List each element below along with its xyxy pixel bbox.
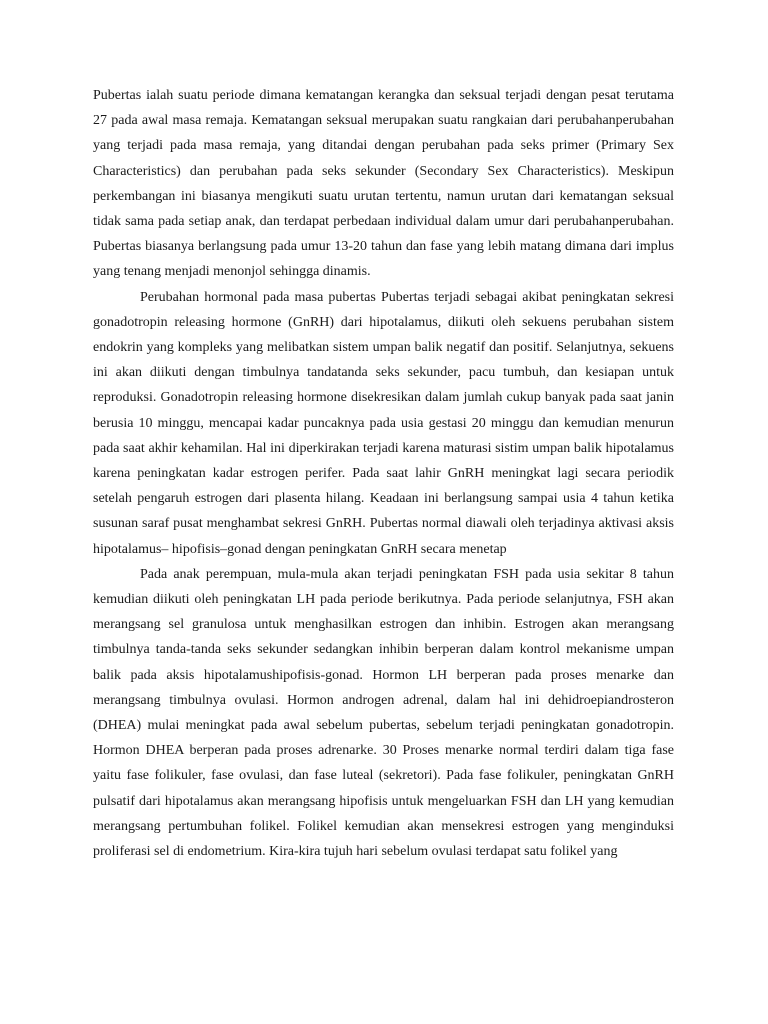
paragraph-girls-hormones: Pada anak perempuan, mula-mula akan terjadi peningkatan FSH pada usia sekitar 8 tahun kemudian diikuti oleh peningkatan LH pada periode berikutnya. Pada periode selanjutnya, FSH akan merangsang sel granulosa untuk menghasilkan estrogen dan inhibin. Estrogen akan merangsang timbulnya tanda-tanda seks sekunder sedangkan inhibin berperan dalam kontrol mekanisme umpan balik pada aksis hipotalamushipofisis-gonad. Hormon LH berperan pada proses menarke dan merangsang timbulnya ovulasi. Hormon androgen adrenal, dalam hal ini dehidroepiandrosteron (DHEA) mulai meningkat pada awal sebelum pubertas, sebelum terjadi peningkatan gonadotropin. Hormon DHEA berperan pada proses adrenarke. 30 Proses menarke normal terdiri dalam tiga fase yaitu fase folikuler, fase ovulasi, dan fase luteal (sekretori). Pada fase folikuler, peningkatan GnRH pulsatif dari hipotalamus akan merangsang hipofisis untuk mengeluarkan FSH dan LH yang kemudian merangsang pertumbuhan folikel. Folikel kemudian akan mensekresi estrogen yang menginduksi proliferasi sel di endometrium. Kira-kira tujuh hari sebelum ovulasi terdapat satu folikel yang [93,566,674,860]
paragraph-puberty-definition: Pubertas ialah suatu periode dimana kematangan kerangka dan seksual terjadi dengan pesat terutama 27 pada awal masa remaja. Kematangan seksual merupakan suatu rangkaian dari perubahanperubahan yang terjadi pada masa remaja, yang ditandai dengan perubahan pada seks primer (Primary Sex Characteristics) dan perubahan pada seks sekunder (Secondary Sex Characteristics). Meskipun perkembangan ini biasanya mengikuti suatu urutan tertentu, namun urutan dari kematangan seksual tidak sama pada setiap anak, dan terdapat perbedaan individual dalam umur dari perubahanperubahan. Pubertas biasanya berlangsung pada umur 13-20 tahun dan fase yang lebih matang dimana dari implus yang tenang menjadi menonjol sehingga dinamis. [93,88,674,280]
paragraph-hormonal-changes: Perubahan hormonal pada masa pubertas Pubertas terjadi sebagai akibat peningkatan sekresi gonadotropin releasing hormone (GnRH) dari hipotalamus, diikuti oleh sekuens perubahan sistem endokrin yang kompleks yang melibatkan sistem umpan balik negatif dan positif. Selanjutnya, sekuens ini akan diikuti dengan timbulnya tandatanda seks sekunder, pacu tumbuh, dan kesiapan untuk reproduksi. Gonadotropin releasing hormone disekresikan dalam jumlah cukup banyak pada saat janin berusia 10 minggu, mencapai kadar puncaknya pada usia gestasi 20 minggu dan kemudian menurun pada saat akhir kehamilan. Hal ini diperkirakan terjadi karena maturasi sistim umpan balik hipotalamus karena peningkatan kadar estrogen perifer. Pada saat lahir GnRH meningkat lagi secara periodik setelah pengaruh estrogen dari plasenta hilang. Keadaan ini berlangsung sampai usia 4 tahun ketika susunan saraf pusat menghambat sekresi GnRH. Pubertas normal diawali oleh terjadinya aktivasi aksis hipotalamus– hipofisis–gonad dengan peningkatan GnRH secara menetap [93,289,674,557]
document-page [93,83,674,864]
